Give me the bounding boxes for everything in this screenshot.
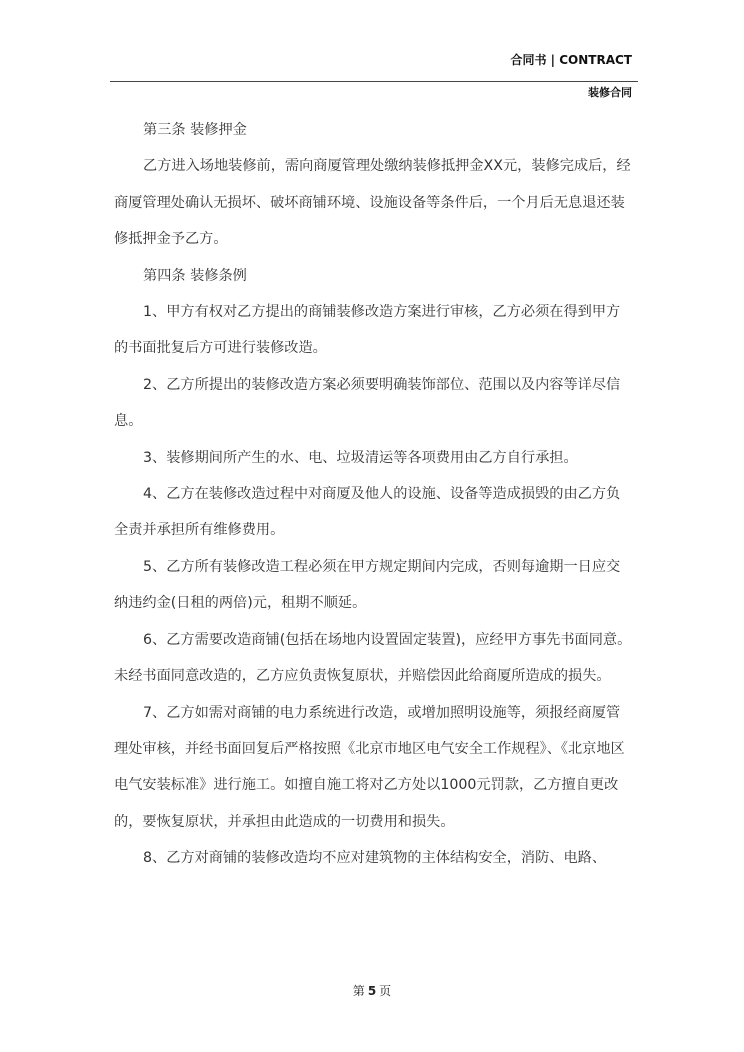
page-suffix: 页	[379, 984, 392, 998]
clause-4: 4、乙方在装修改造过程中对商厦及他人的设施、设备等造成损毁的由乙方负全责并承担所有维修费用。	[114, 486, 621, 539]
header-title: 合同书 | CONTRACT	[510, 53, 632, 67]
clause-3: 3、装修期间所产生的水、电、垃圾清运等各项费用由乙方自行承担。	[143, 449, 578, 466]
header-divider	[110, 81, 638, 82]
header-subtitle: 装修合同	[588, 86, 632, 99]
document-body	[114, 112, 634, 877]
clause-8: 8、乙方对商铺的装修改造均不应对建筑物的主体结构安全，消防、电路、	[143, 850, 607, 867]
paragraph-deposit: 乙方进入场地装修前，需向商厦管理处缴纳装修抵押金XX元，装修完成后，经商厦管理处确认无损坏、破坏商铺环境、设施设备等条件后，一个月后无息退还装修抵押金予乙方。	[114, 158, 631, 248]
clause-5: 5、乙方所有装修改造工程必须在甲方规定期间内完成，否则每逾期一日应交纳违约金(日租的两倍)元，租期不顺延。	[114, 558, 621, 612]
clause-7: 7、乙方如需对商铺的电力系统进行改造，或增加照明设施等，须报经商厦管理处审核，并经书面回复后严格按照《北京市地区电气安全工作规程》、《北京地区电气安装标准》进行施工。如擅自施工将对乙方处以1000元罚款，乙方擅自更改的，要恢复原状，并承担由此造成的一切费用和损失。	[114, 704, 625, 830]
section-heading-article-4: 第四条 装修条例	[143, 267, 247, 284]
clause-6: 6、乙方需要改造商铺(包括在场地内设置固定装置)，应经甲方事先书面同意。未经书面同意改造的，乙方应负责恢复原状，并赔偿因此给商厦所造成的损失。	[114, 631, 632, 685]
section-heading-article-3: 第三条 装修押金	[143, 122, 247, 138]
clause-1: 1、甲方有权对乙方提出的商铺装修改造方案进行审核，乙方必须在得到甲方的书面批复后方可进行装修改造。	[114, 304, 621, 357]
clause-2: 2、乙方所提出的装修改造方案必须要明确装饰部位、范围以及内容等详尽信息。	[114, 376, 621, 430]
page-prefix: 第	[352, 984, 365, 998]
page-footer	[0, 982, 744, 999]
page-number: 5	[367, 984, 377, 998]
